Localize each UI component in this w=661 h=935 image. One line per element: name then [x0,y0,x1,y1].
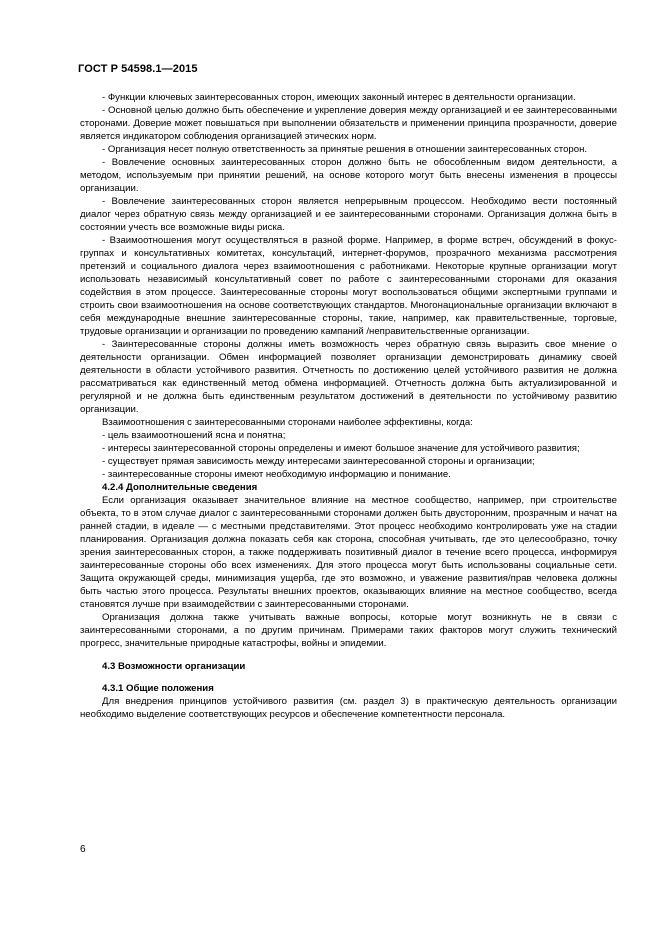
paragraph: - Вовлечение заинтересованных сторон является непрерывным процессом. Необходимо вести постоянный диалог через обратную связь между организацией и ее заинтересованными сторонами. Организация должна быть в состоянии учесть все возможные виды риска. [80,196,617,233]
section-heading-4-3: 4.3 Возможности организации [102,661,246,672]
paragraph: - Основной целью должно быть обеспечение и укрепление доверия между организацией и ее заинтересованными сторонами. Доверие может повышаться при выполнении обязательств и применении принципа прозрачности, доверие является индикатором соблюдения организацией этических норм. [80,105,617,142]
document-header: ГОСТ Р 54598.1—2015 [78,63,198,75]
list-item: - интересы заинтересованной стороны определены и имеют большое значение для устойчивого развития; [102,443,580,454]
paragraph: - Организация несет полную ответственность за принятые решения в отношении заинтересованных сторон. [102,144,588,155]
paragraph: - Заинтересованные стороны должны иметь возможность через обратную связь выразить свое мнение о деятельности организации. Обмен информацией позволяет организации демонстрировать динамику своей деятельности в области устойчивого развития. Отчетность по достижению целей устойчивого развития не должна рассматриваться как единственный метод обмена информацией. Отчетность должна быть актуализированной и регулярной и не должна быть единственным результатом достижений в деятельности по устойчивому развитию организации. [80,339,617,415]
list-item: - существует прямая зависимость между интересами заинтересованной стороны и организации; [102,456,535,467]
paragraph: - Вовлечение основных заинтересованных сторон должно быть не обособленным видом деятельности, а методом, используемым при принятии решений, на основе которого могут быть внесены изменения в процессы организации. [80,157,617,194]
paragraph: Взаимоотношения с заинтересованными сторонами наиболее эффективны, когда: [102,417,473,428]
document-body [80,91,617,721]
section-heading-4-3-1: 4.3.1 Общие положения [102,683,214,694]
section-heading-4-2-4: 4.2.4 Дополнительные сведения [102,482,258,493]
list-item: - цель взаимоотношений ясна и понятна; [102,430,286,441]
paragraph: Для внедрения принципов устойчивого развития (см. раздел 3) в практическую деятельность организации необходимо выделение соответствующих ресурсов и обеспечение компетентности персонала. [80,696,617,720]
paragraph: - Функции ключевых заинтересованных сторон, имеющих законный интерес в деятельности организации. [102,92,576,103]
paragraph: - Взаимоотношения могут осуществляться в разной форме. Например, в форме встреч, обсуждений в фокус-группах и консультативных комитетах, консультаций, интернет-форумов, прозрачного механизма рассмотрения претензий и социального диалога через взаимоотношения с работниками. Некоторые крупные организации могут использовать независимый консультативный совет по работе с заинтересованными сторонами для оказания содействия в этом процессе. Заинтересованные стороны могут воспользоваться общими экспертными группами и строить свои взаимоотношения на основе соответствующих стандартов. Многонациональные организации включают в себя международные внешние заинтересованные стороны, такие, например, как правительственные, торговые, трудовые организации и организации по проведению кампаний /неправительственные организации. [80,235,617,337]
list-item: - заинтересованные стороны имеют необходимую информацию и понимание. [102,469,451,480]
page-number: 6 [80,844,86,855]
paragraph: Если организация оказывает значительное влияние на местное сообщество, например, при строительстве объекта, то в этом случае диалог с заинтересованными сторонами должен быть двусторонним, прозрачным и начат на ранней стадии, в идеале — с местными представителями. Этот процесс необходимо контролировать уже на стадии планирования. Организация должна показать себя как сторона, способная учитывать, где это целесообразно, точку зрения заинтересованных сторон, а также поддерживать позитивный диалог в течение всего процесса, информируя заинтересованные стороны обо всех изменениях. Для этого процесса могут быть использованы социальные сети. Защита окружающей среды, минимизация ущерба, где это возможно, и уважение развития/прав человека должны быть частью этого процесса. Результаты внешних проектов, оказывающих влияние на местное сообщество, всегда становятся лучше при взаимодействии с заинтересованными сторонами. [80,495,617,610]
paragraph: Организация должна также учитывать важные вопросы, которые могут возникнуть не в связи с заинтересованными сторонами, а по другим причинам. Примерами таких факторов могут служить технический прогресс, значительные природные катастрофы, войны и эпидемии. [80,612,617,649]
